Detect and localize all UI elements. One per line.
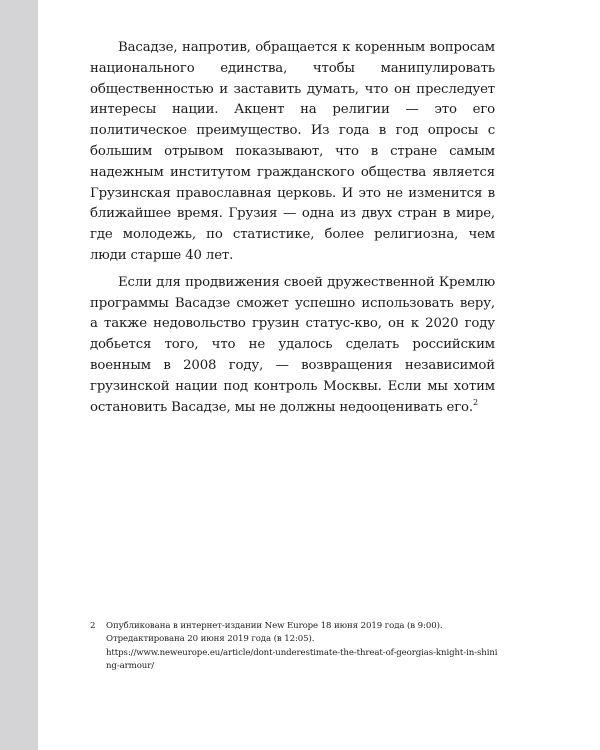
paragraph-1 (90, 38, 495, 267)
main-text (90, 38, 495, 424)
paragraph-2-text: Если для продвижения своей дружественной Кремлю программы Васадзе сможет успешно использовать веру, а также недовольство грузин статус-кво, он к 2020 году добьется того, что не удалось сделать российским военным в 2008 году, — возвращения независимой грузинской нации под контроль Москвы. Если мы хотим остановить Васадзе, мы не должны недооценивать его. (90, 274, 495, 415)
footnote-number: 2 (90, 621, 96, 631)
footnote-body (106, 620, 500, 674)
paragraph-2 (90, 273, 495, 419)
page (38, 0, 600, 750)
paragraph-1-text: Васадзе, напротив, обращается к коренным вопросам национального единства, чтобы манипулировать общественностью и заставить думать, что он преследует интересы нации. Акцент на религии — это его политическое преимущество. Из года в год опросы с большим отрывом показывают, что в стране самым надежным институтом гражданского общества является Грузинская православная церковь. И это не изменится в ближайшее время. Грузия — одна из двух стран в мире, где молодежь, по статистике, более религиозна, чем люди старше 40 лет. (90, 40, 495, 263)
footnote-reference[interactable]: 2 (473, 397, 478, 407)
footnote-publication-line: Опубликована в интернет-издании New Europe 18 июня 2019 года (в 9:00). (106, 621, 443, 631)
footnote-edited-line: Отредактирована 20 июня 2019 года (в 12:05). (106, 634, 315, 645)
footnote (90, 620, 500, 674)
footnote-url-link[interactable]: https://www.neweurope.eu/article/dont-underestimate-the-threat-of-georgias-knight-in-shining-armour/ (106, 647, 498, 672)
